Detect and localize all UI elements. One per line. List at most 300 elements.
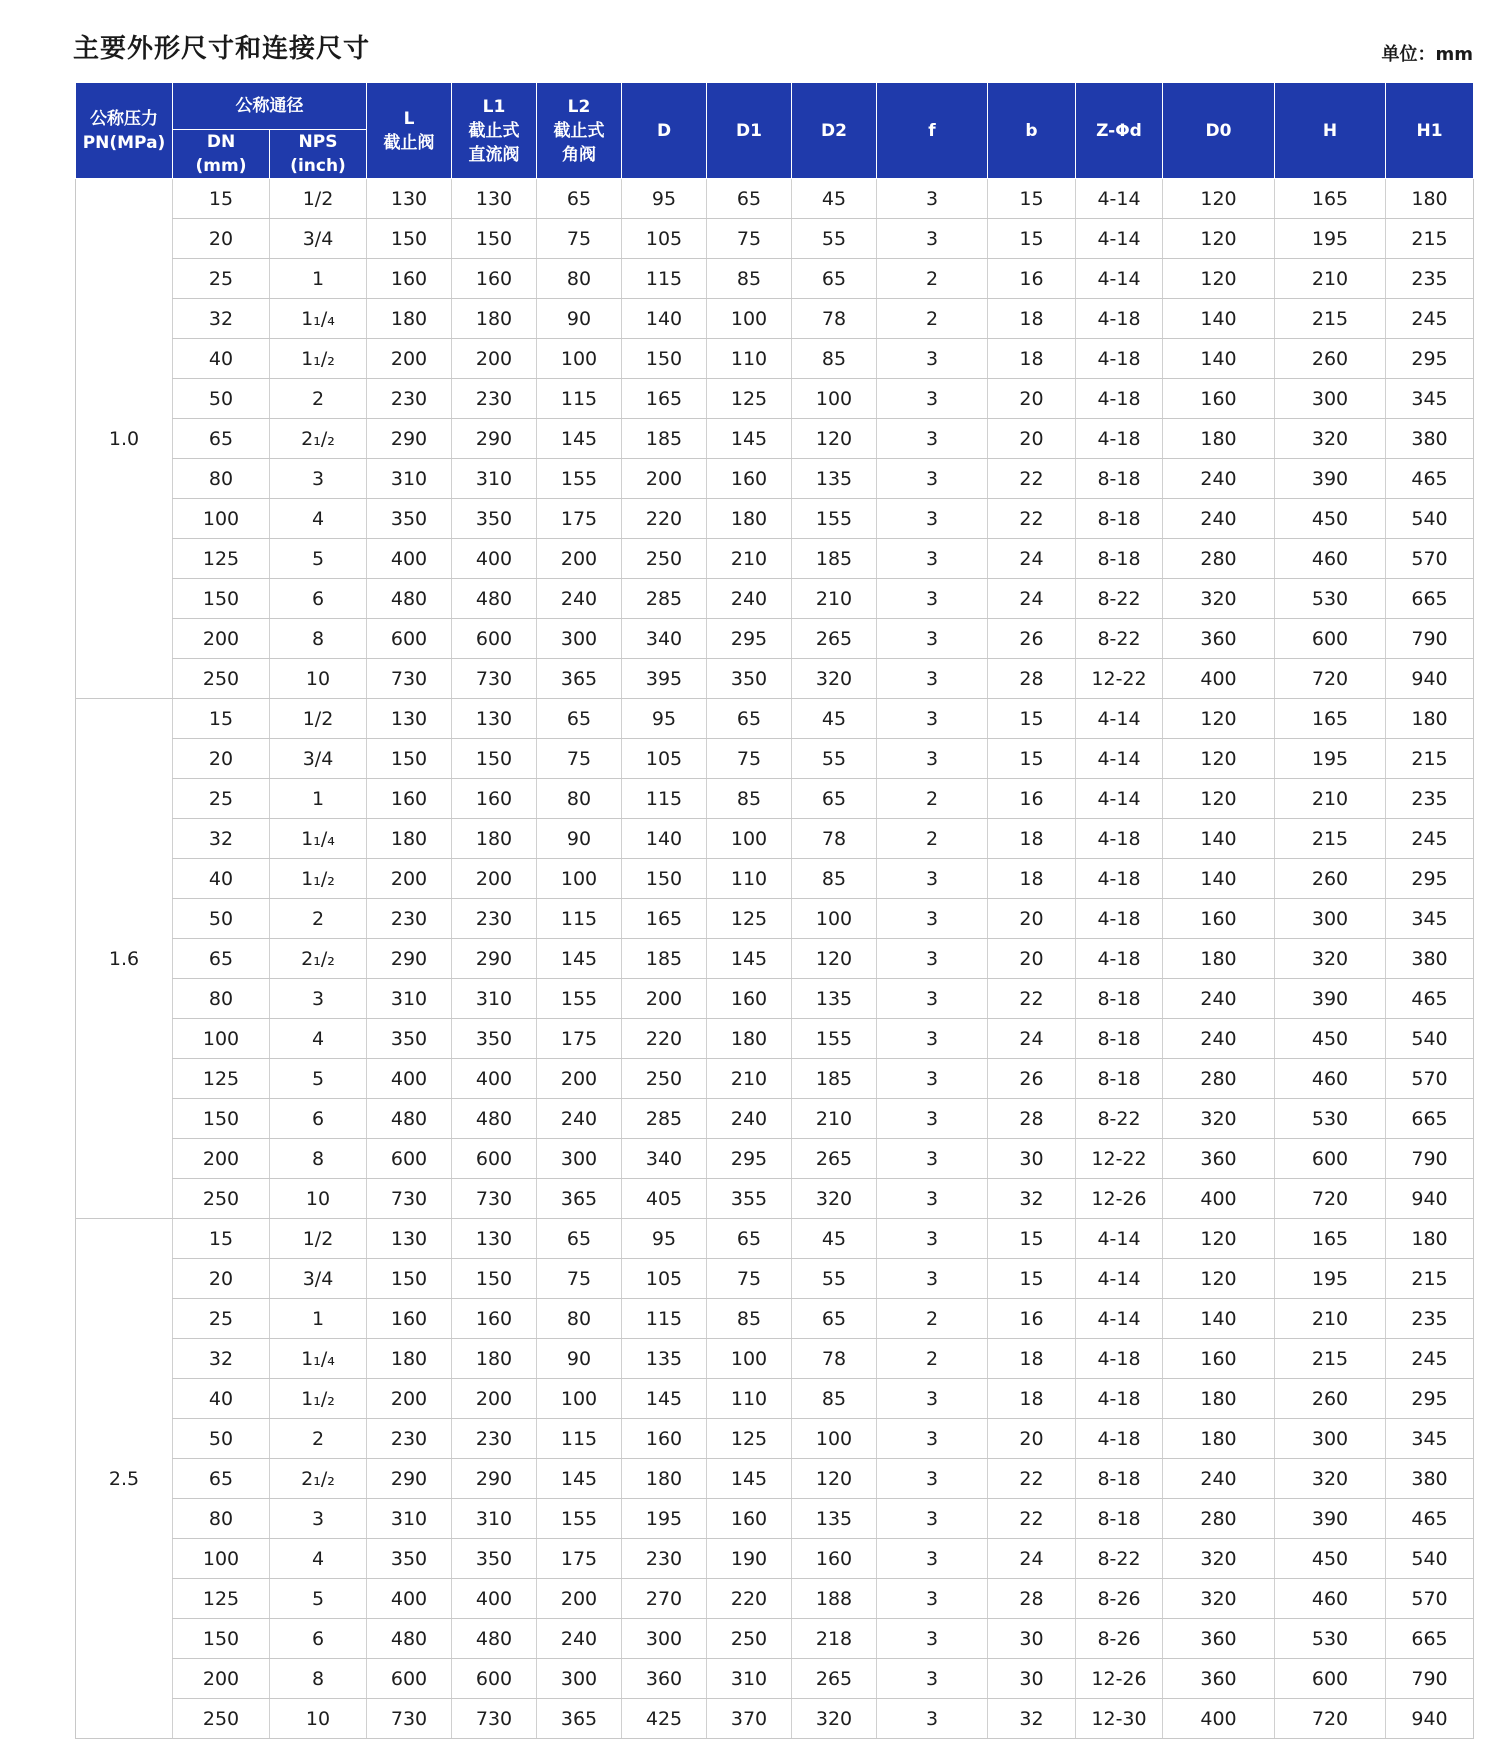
header-D: D: [622, 83, 707, 179]
table-row: [76, 1219, 1474, 1259]
table-cell: 110: [707, 859, 792, 899]
table-cell: 18: [988, 339, 1076, 379]
table-cell: 730: [452, 1179, 537, 1219]
table-cell: 40: [173, 339, 270, 379]
table-cell: 8: [270, 619, 367, 659]
header-L1: L1 截止式 直流阀: [452, 83, 537, 179]
table-cell: 78: [792, 819, 877, 859]
table-cell: 85: [792, 859, 877, 899]
table-cell: 165: [622, 899, 707, 939]
table-cell: 350: [707, 659, 792, 699]
table-cell: 390: [1275, 1499, 1386, 1539]
table-row: [76, 739, 1474, 779]
table-cell: 210: [707, 539, 792, 579]
table-cell: 215: [1275, 299, 1386, 339]
header-dn: DN (mm): [173, 130, 270, 179]
table-row: [76, 499, 1474, 539]
table-cell: 6: [270, 1619, 367, 1659]
table-cell: 4-18: [1076, 299, 1163, 339]
table-cell: 450: [1275, 499, 1386, 539]
table-cell: 570: [1386, 539, 1474, 579]
table-cell: 32: [173, 1339, 270, 1379]
table-cell: 65: [173, 939, 270, 979]
table-cell: 165: [622, 379, 707, 419]
table-cell: 50: [173, 379, 270, 419]
table-cell: 210: [1275, 779, 1386, 819]
table-cell: 65: [707, 699, 792, 739]
table-cell: 290: [367, 939, 452, 979]
table-row: [76, 659, 1474, 699]
table-cell: 220: [707, 1579, 792, 1619]
table-cell: 250: [173, 1179, 270, 1219]
table-cell: 80: [173, 459, 270, 499]
table-cell: 16: [988, 779, 1076, 819]
table-cell: 940: [1386, 659, 1474, 699]
table-cell: 730: [452, 659, 537, 699]
table-cell: 600: [452, 1139, 537, 1179]
table-row: [76, 219, 1474, 259]
table-cell: 295: [707, 619, 792, 659]
table-row: [76, 1059, 1474, 1099]
table-cell: 125: [173, 539, 270, 579]
table-cell: 3: [877, 619, 988, 659]
table-cell: 100: [173, 499, 270, 539]
table-cell: 80: [537, 259, 622, 299]
table-cell: 150: [173, 579, 270, 619]
table-cell: 240: [537, 579, 622, 619]
table-row: [76, 899, 1474, 939]
table-cell: 360: [622, 1659, 707, 1699]
table-cell: 720: [1275, 1179, 1386, 1219]
table-row: [76, 1019, 1474, 1059]
table-cell: 3: [877, 1139, 988, 1179]
table-cell: 120: [1163, 699, 1275, 739]
table-cell: 3: [877, 1659, 988, 1699]
header-f: f: [877, 83, 988, 179]
table-cell: 730: [367, 659, 452, 699]
table-cell: 200: [537, 1059, 622, 1099]
table-cell: 15: [988, 739, 1076, 779]
table-cell: 240: [537, 1099, 622, 1139]
table-row: [76, 379, 1474, 419]
table-cell: 175: [537, 1019, 622, 1059]
table-cell: 1/2: [270, 179, 367, 219]
table-cell: 940: [1386, 1699, 1474, 1739]
table-cell: 75: [707, 219, 792, 259]
table-cell: 20: [988, 899, 1076, 939]
table-cell: 2₁/₂: [270, 939, 367, 979]
table-cell: 115: [537, 1419, 622, 1459]
table-cell: 200: [367, 859, 452, 899]
table-cell: 665: [1386, 579, 1474, 619]
table-cell: 4-14: [1076, 699, 1163, 739]
table-cell: 145: [707, 939, 792, 979]
table-cell: 260: [1275, 1379, 1386, 1419]
table-cell: 2₁/₂: [270, 1459, 367, 1499]
table-cell: 155: [537, 459, 622, 499]
table-cell: 350: [452, 1019, 537, 1059]
table-cell: 400: [367, 1059, 452, 1099]
table-cell: 2: [877, 259, 988, 299]
table-cell: 8: [270, 1659, 367, 1699]
table-cell: 160: [707, 459, 792, 499]
table-cell: 165: [1275, 699, 1386, 739]
table-cell: 3: [877, 899, 988, 939]
table-cell: 135: [792, 979, 877, 1019]
table-cell: 145: [707, 419, 792, 459]
table-cell: 3: [877, 539, 988, 579]
table-cell: 120: [1163, 1219, 1275, 1259]
table-cell: 2: [877, 1299, 988, 1339]
table-cell: 8-18: [1076, 539, 1163, 579]
table-cell: 310: [452, 1499, 537, 1539]
table-cell: 185: [622, 419, 707, 459]
table-cell: 250: [173, 1699, 270, 1739]
table-cell: 200: [367, 339, 452, 379]
table-cell: 130: [367, 179, 452, 219]
table-cell: 55: [792, 1259, 877, 1299]
table-row: [76, 1379, 1474, 1419]
table-cell: 65: [707, 1219, 792, 1259]
table-cell: 4-18: [1076, 819, 1163, 859]
table-cell: 570: [1386, 1059, 1474, 1099]
table-cell: 340: [622, 619, 707, 659]
table-cell: 240: [537, 1619, 622, 1659]
table-cell: 28: [988, 1099, 1076, 1139]
table-cell: 180: [452, 299, 537, 339]
table-cell: 180: [1386, 699, 1474, 739]
table-cell: 4-18: [1076, 859, 1163, 899]
table-cell: 300: [537, 1139, 622, 1179]
table-cell: 230: [367, 379, 452, 419]
table-cell: 360: [1163, 619, 1275, 659]
table-cell: 50: [173, 1419, 270, 1459]
table-cell: 400: [367, 1579, 452, 1619]
table-cell: 350: [452, 1539, 537, 1579]
table-cell: 3: [877, 1419, 988, 1459]
table-cell: 20: [173, 739, 270, 779]
table-cell: 140: [1163, 299, 1275, 339]
table-cell: 320: [792, 1699, 877, 1739]
table-cell: 120: [792, 419, 877, 459]
table-row: [76, 1579, 1474, 1619]
table-cell: 150: [452, 219, 537, 259]
table-cell: 8-18: [1076, 459, 1163, 499]
table-cell: 720: [1275, 1699, 1386, 1739]
table-cell: 400: [452, 539, 537, 579]
table-cell: 230: [622, 1539, 707, 1579]
table-cell: 320: [1163, 1539, 1275, 1579]
table-cell: 80: [537, 1299, 622, 1339]
page-title: 主要外形尺寸和连接尺寸: [73, 34, 371, 64]
table-cell: 180: [1163, 1419, 1275, 1459]
table-cell: 150: [452, 739, 537, 779]
table-cell: 32: [988, 1179, 1076, 1219]
table-cell: 40: [173, 1379, 270, 1419]
table-cell: 30: [988, 1139, 1076, 1179]
table-cell: 1₁/₄: [270, 299, 367, 339]
table-cell: 200: [452, 1379, 537, 1419]
table-cell: 3: [877, 379, 988, 419]
table-cell: 90: [537, 299, 622, 339]
table-cell: 110: [707, 1379, 792, 1419]
table-cell: 285: [622, 1099, 707, 1139]
table-cell: 310: [452, 979, 537, 1019]
table-cell: 26: [988, 619, 1076, 659]
table-cell: 180: [1163, 1379, 1275, 1419]
table-cell: 365: [537, 1179, 622, 1219]
table-cell: 155: [537, 1499, 622, 1539]
table-cell: 4-14: [1076, 1219, 1163, 1259]
table-cell: 480: [367, 1099, 452, 1139]
table-cell: 300: [1275, 379, 1386, 419]
table-cell: 240: [707, 1099, 792, 1139]
table-cell: 120: [1163, 179, 1275, 219]
table-cell: 18: [988, 299, 1076, 339]
table-cell: 320: [1275, 1459, 1386, 1499]
table-row: [76, 179, 1474, 219]
table-cell: 2: [270, 379, 367, 419]
table-cell: 210: [707, 1059, 792, 1099]
table-cell: 240: [1163, 979, 1275, 1019]
table-cell: 1₁/₂: [270, 339, 367, 379]
table-cell: 210: [1275, 259, 1386, 299]
table-cell: 22: [988, 499, 1076, 539]
table-cell: 140: [622, 819, 707, 859]
table-cell: 15: [988, 1219, 1076, 1259]
table-cell: 450: [1275, 1539, 1386, 1579]
table-cell: 4: [270, 1539, 367, 1579]
table-cell: 250: [707, 1619, 792, 1659]
table-cell: 310: [367, 459, 452, 499]
unit-label: 单位：mm: [1381, 44, 1473, 65]
table-cell: 245: [1386, 299, 1474, 339]
pressure-cell: 2.5: [76, 1219, 173, 1739]
table-row: [76, 1619, 1474, 1659]
table-cell: 100: [792, 1419, 877, 1459]
table-cell: 350: [367, 1539, 452, 1579]
table-cell: 120: [1163, 259, 1275, 299]
table-cell: 230: [452, 379, 537, 419]
table-cell: 3/4: [270, 1259, 367, 1299]
table-cell: 320: [1163, 579, 1275, 619]
table-cell: 380: [1386, 419, 1474, 459]
table-cell: 215: [1275, 819, 1386, 859]
table-cell: 185: [622, 939, 707, 979]
table-row: [76, 1499, 1474, 1539]
table-cell: 20: [988, 379, 1076, 419]
table-cell: 16: [988, 1299, 1076, 1339]
table-cell: 185: [792, 539, 877, 579]
table-cell: 390: [1275, 459, 1386, 499]
table-cell: 600: [1275, 1139, 1386, 1179]
table-cell: 3: [877, 1259, 988, 1299]
table-cell: 18: [988, 819, 1076, 859]
table-cell: 180: [367, 1339, 452, 1379]
table-cell: 8-18: [1076, 979, 1163, 1019]
table-cell: 125: [173, 1059, 270, 1099]
table-cell: 300: [1275, 899, 1386, 939]
table-cell: 530: [1275, 1619, 1386, 1659]
table-cell: 218: [792, 1619, 877, 1659]
table-cell: 320: [1163, 1579, 1275, 1619]
table-cell: 65: [792, 779, 877, 819]
table-cell: 190: [707, 1539, 792, 1579]
table-cell: 150: [367, 739, 452, 779]
table-cell: 160: [707, 979, 792, 1019]
table-row: [76, 339, 1474, 379]
table-cell: 65: [792, 259, 877, 299]
table-cell: 240: [1163, 1019, 1275, 1059]
table-row: [76, 459, 1474, 499]
table-cell: 290: [452, 419, 537, 459]
table-cell: 3: [270, 1499, 367, 1539]
table-cell: 300: [1275, 1419, 1386, 1459]
table-cell: 345: [1386, 899, 1474, 939]
table-cell: 120: [792, 939, 877, 979]
table-cell: 345: [1386, 1419, 1474, 1459]
table-cell: 90: [537, 1339, 622, 1379]
table-cell: 215: [1386, 219, 1474, 259]
table-row: [76, 299, 1474, 339]
table-cell: 8-18: [1076, 1059, 1163, 1099]
table-row: [76, 1459, 1474, 1499]
table-cell: 188: [792, 1579, 877, 1619]
pressure-cell: 1.0: [76, 179, 173, 699]
table-cell: 290: [367, 1459, 452, 1499]
table-cell: 285: [622, 579, 707, 619]
table-cell: 310: [367, 1499, 452, 1539]
table-cell: 45: [792, 699, 877, 739]
table-cell: 85: [792, 1379, 877, 1419]
table-cell: 200: [622, 459, 707, 499]
table-cell: 200: [622, 979, 707, 1019]
table-cell: 310: [707, 1659, 792, 1699]
table-row: [76, 1179, 1474, 1219]
table-cell: 160: [1163, 899, 1275, 939]
table-cell: 600: [367, 1659, 452, 1699]
table-cell: 600: [1275, 1659, 1386, 1699]
table-row: [76, 619, 1474, 659]
table-cell: 4-18: [1076, 1339, 1163, 1379]
table-cell: 180: [452, 819, 537, 859]
table-row: [76, 1139, 1474, 1179]
table-cell: 22: [988, 1499, 1076, 1539]
table-cell: 150: [173, 1099, 270, 1139]
table-cell: 8-18: [1076, 1499, 1163, 1539]
table-cell: 95: [622, 179, 707, 219]
table-cell: 400: [367, 539, 452, 579]
table-cell: 125: [707, 1419, 792, 1459]
table-cell: 295: [1386, 1379, 1474, 1419]
table-cell: 665: [1386, 1619, 1474, 1659]
table-cell: 2: [270, 899, 367, 939]
table-cell: 3: [877, 579, 988, 619]
table-cell: 115: [622, 259, 707, 299]
table-cell: 145: [707, 1459, 792, 1499]
table-cell: 165: [1275, 1219, 1386, 1259]
table-cell: 3: [877, 459, 988, 499]
table-cell: 8-26: [1076, 1619, 1163, 1659]
table-cell: 140: [1163, 819, 1275, 859]
table-cell: 6: [270, 579, 367, 619]
table-cell: 8: [270, 1139, 367, 1179]
table-row: [76, 1539, 1474, 1579]
table-cell: 15: [988, 219, 1076, 259]
table-row: [76, 1699, 1474, 1739]
table-row: [76, 419, 1474, 459]
table-cell: 160: [1163, 1339, 1275, 1379]
table-cell: 150: [452, 1259, 537, 1299]
table-cell: 3: [877, 1379, 988, 1419]
table-cell: 100: [707, 819, 792, 859]
table-cell: 350: [367, 499, 452, 539]
table-row: [76, 259, 1474, 299]
table-cell: 600: [367, 1139, 452, 1179]
table-cell: 5: [270, 1579, 367, 1619]
table-cell: 3: [877, 659, 988, 699]
table-cell: 215: [1386, 739, 1474, 779]
table-cell: 380: [1386, 939, 1474, 979]
table-cell: 3: [877, 499, 988, 539]
table-cell: 3: [877, 1459, 988, 1499]
table-cell: 180: [1163, 419, 1275, 459]
table-cell: 790: [1386, 1139, 1474, 1179]
table-cell: 125: [173, 1579, 270, 1619]
table-cell: 150: [622, 859, 707, 899]
table-cell: 100: [537, 859, 622, 899]
table-cell: 75: [537, 1259, 622, 1299]
table-cell: 3: [877, 1099, 988, 1139]
table-cell: 295: [707, 1139, 792, 1179]
table-cell: 570: [1386, 1579, 1474, 1619]
table-cell: 310: [367, 979, 452, 1019]
table-cell: 220: [622, 1019, 707, 1059]
table-cell: 80: [173, 979, 270, 1019]
table-cell: 365: [537, 1699, 622, 1739]
table-cell: 20: [173, 1259, 270, 1299]
table-cell: 300: [537, 619, 622, 659]
table-cell: 26: [988, 1059, 1076, 1099]
table-cell: 230: [367, 1419, 452, 1459]
table-cell: 3: [877, 339, 988, 379]
table-cell: 4-14: [1076, 739, 1163, 779]
table-cell: 540: [1386, 1019, 1474, 1059]
table-cell: 22: [988, 979, 1076, 1019]
table-cell: 1/2: [270, 1219, 367, 1259]
table-cell: 150: [367, 219, 452, 259]
table-cell: 400: [1163, 1699, 1275, 1739]
table-cell: 4: [270, 499, 367, 539]
table-cell: 180: [452, 1339, 537, 1379]
table-cell: 210: [1275, 1299, 1386, 1339]
table-cell: 3: [270, 459, 367, 499]
table-cell: 125: [707, 899, 792, 939]
table-cell: 150: [173, 1619, 270, 1659]
table-row: [76, 1659, 1474, 1699]
table-cell: 3/4: [270, 739, 367, 779]
table-row: [76, 979, 1474, 1019]
table-cell: 155: [537, 979, 622, 1019]
table-cell: 465: [1386, 979, 1474, 1019]
table-row: [76, 1419, 1474, 1459]
table-cell: 180: [1386, 179, 1474, 219]
table-cell: 28: [988, 659, 1076, 699]
table-cell: 260: [1275, 339, 1386, 379]
table-cell: 12-26: [1076, 1179, 1163, 1219]
table-row: [76, 539, 1474, 579]
header-D1: D1: [707, 83, 792, 179]
